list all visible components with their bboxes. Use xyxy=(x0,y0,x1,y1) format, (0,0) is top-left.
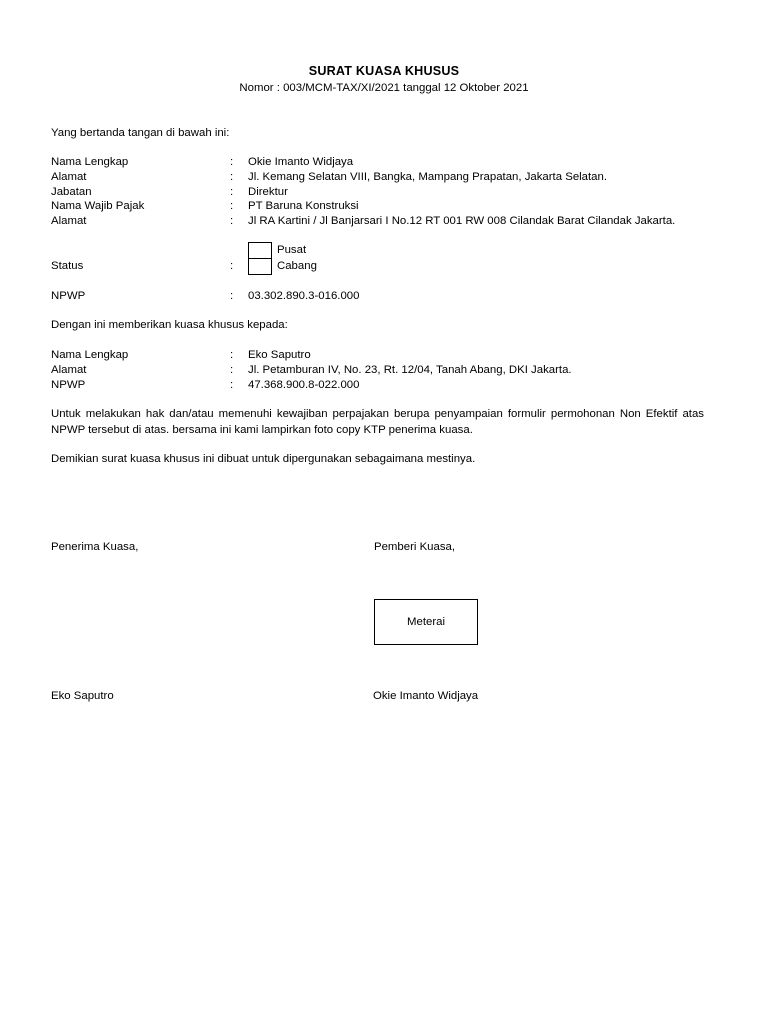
colon: : xyxy=(230,349,234,361)
colon: : xyxy=(230,290,234,302)
penerima-kuasa-label: Penerima Kuasa, xyxy=(51,541,139,553)
colon: : xyxy=(230,171,234,183)
penerima-npwp-value: 47.368.900.8-022.000 xyxy=(248,379,360,391)
document-title: SURAT KUASA KHUSUS xyxy=(308,64,460,78)
pemberi-jabatan-label: Jabatan xyxy=(51,186,92,198)
penerima-alamat-value: Jl. Petamburan IV, No. 23, Rt. 12/04, Tanah Abang, DKI Jakarta. xyxy=(248,364,572,376)
colon: : xyxy=(230,215,234,227)
pemberi-alamat2-value: Jl RA Kartini / Jl Banjarsari I No.12 RT 001 RW 008 Cilandak Barat Cilandak Jakarta. xyxy=(248,215,676,227)
pemberi-nama-value: Okie Imanto Widjaya xyxy=(248,156,354,168)
colon: : xyxy=(230,156,234,168)
pemberi-wp-label: Nama Wajib Pajak xyxy=(51,200,145,212)
pemberi-jabatan-value: Direktur xyxy=(248,186,288,198)
meterai-label: Meterai xyxy=(407,616,445,628)
colon: : xyxy=(230,379,234,391)
status-cabang-checkbox[interactable] xyxy=(248,258,272,275)
pemberi-alamat-value: Jl. Kemang Selatan VIII, Bangka, Mampang Prapatan, Jakarta Selatan. xyxy=(248,171,608,183)
intro-text: Yang bertanda tangan di bawah ini: xyxy=(51,127,230,139)
penerima-nama-label: Nama Lengkap xyxy=(51,349,129,361)
closing-paragraph: Demikian surat kuasa khusus ini dibuat untuk dipergunakan sebagaimana mestinya. xyxy=(51,453,476,465)
pemberi-wp-value: PT Baruna Konstruksi xyxy=(248,200,359,212)
pemberi-nama-label: Nama Lengkap xyxy=(51,156,129,168)
status-pusat-checkbox[interactable] xyxy=(248,242,272,259)
body-paragraph: Untuk melakukan hak dan/atau memenuhi kewajiban perpajakan berupa penyampaian formulir permohonan Non Efektif atas NPWP tersebut di atas. bersama ini kami lampirkan foto copy KTP penerima kuasa. xyxy=(51,408,704,436)
colon: : xyxy=(230,260,234,272)
status-label: Status xyxy=(51,260,84,272)
penerima-npwp-label: NPWP xyxy=(51,379,86,391)
colon: : xyxy=(230,200,234,212)
document-number: Nomor : 003/MCM-TAX/XI/2021 tanggal 12 Oktober 2021 xyxy=(239,82,529,94)
pemberi-kuasa-label: Pemberi Kuasa, xyxy=(374,541,456,553)
pemberi-npwp-value: 03.302.890.3-016.000 xyxy=(248,290,360,302)
colon: : xyxy=(230,364,234,376)
pemberi-alamat-label: Alamat xyxy=(51,171,87,183)
pemberi-signature-name: Okie Imanto Widjaya xyxy=(373,690,479,702)
meterai-box xyxy=(374,599,478,645)
colon: : xyxy=(230,186,234,198)
pemberi-npwp-label: NPWP xyxy=(51,290,86,302)
pemberi-alamat2-label: Alamat xyxy=(51,215,87,227)
penerima-alamat-label: Alamat xyxy=(51,364,87,376)
penerima-signature-name: Eko Saputro xyxy=(51,690,114,702)
penerima-nama-value: Eko Saputro xyxy=(248,349,311,361)
kepada-text: Dengan ini memberikan kuasa khusus kepada: xyxy=(51,319,288,331)
status-cabang-label: Cabang xyxy=(277,260,317,272)
status-pusat-label: Pusat xyxy=(277,244,307,256)
